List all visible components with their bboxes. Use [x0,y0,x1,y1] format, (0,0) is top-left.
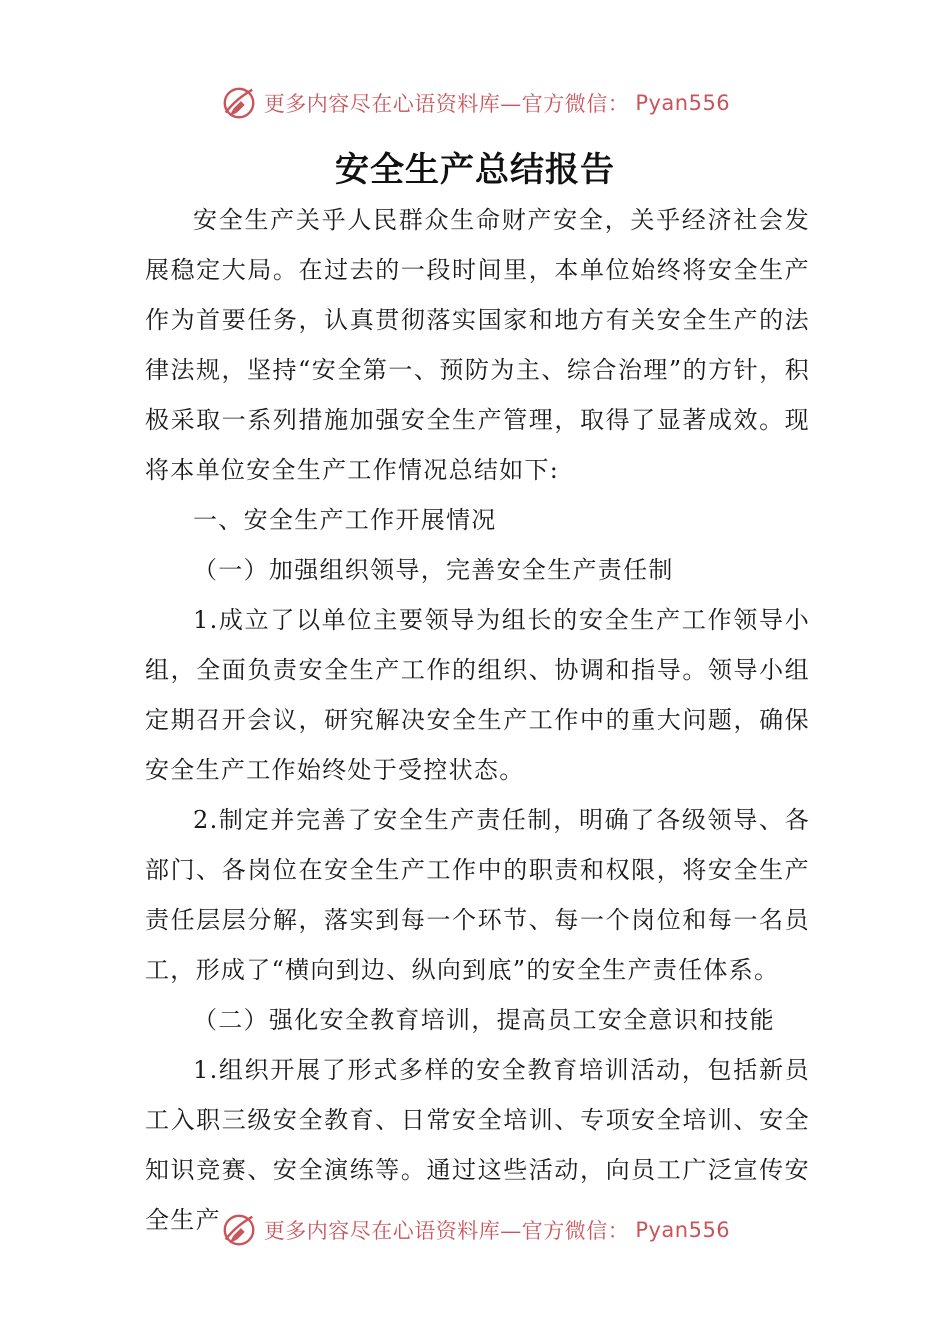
body-paragraph: 1.成立了以单位主要领导为组长的安全生产工作领导小组，全面负责安全生产工作的组织、协调和指导。领导小组定期召开会议，研究解决安全生产工作中的重大问题，确保安全生产工作始终处于受控状态。 [145,606,810,784]
pen-logo-icon [220,84,258,122]
header-banner [0,83,950,123]
document-body [145,195,810,1245]
subsection-heading: （二）强化安全教育培训，提高员工安全意识和技能 [193,1006,775,1034]
body-paragraph: 1.组织开展了形式多样的安全教育培训活动，包括新员工入职三级安全教育、日常安全培训、专项安全培训、安全知识竞赛、安全演练等。通过这些活动，向员工广泛宣传安全生产 [145,1056,810,1234]
banner-text: 更多内容尽在心语资料库—官方微信： [263,1219,630,1243]
intro-paragraph: 安全生产关乎人民群众生命财产安全，关乎经济社会发展稳定大局。在过去的一段时间里，本单位始终将安全生产作为首要任务，认真贯彻落实国家和地方有关安全生产的法律法规，坚持“安全第一、预防为主、综合治理”的方针，积极采取一系列措施加强安全生产管理，取得了显著成效。现将本单位安全生产工作情况总结如下: [145,206,810,484]
pen-logo-icon [220,1211,258,1249]
footer-banner [0,1210,950,1250]
subsection-heading: （一）加强组织领导，完善安全生产责任制 [193,556,674,584]
section-heading: 一、安全生产工作开展情况 [193,506,497,534]
banner-text: 更多内容尽在心语资料库—官方微信： [263,92,630,116]
body-paragraph: 2.制定并完善了安全生产责任制，明确了各级领导、各部门、各岗位在安全生产工作中的职责和权限，将安全生产责任层层分解，落实到每一个环节、每一个岗位和每一名员工，形成了“横向到边、纵向到底”的安全生产责任体系。 [145,806,810,984]
wechat-id: Pyan556 [635,91,731,115]
wechat-id: Pyan556 [635,1218,731,1242]
page-title: 安全生产总结报告 [335,150,615,190]
